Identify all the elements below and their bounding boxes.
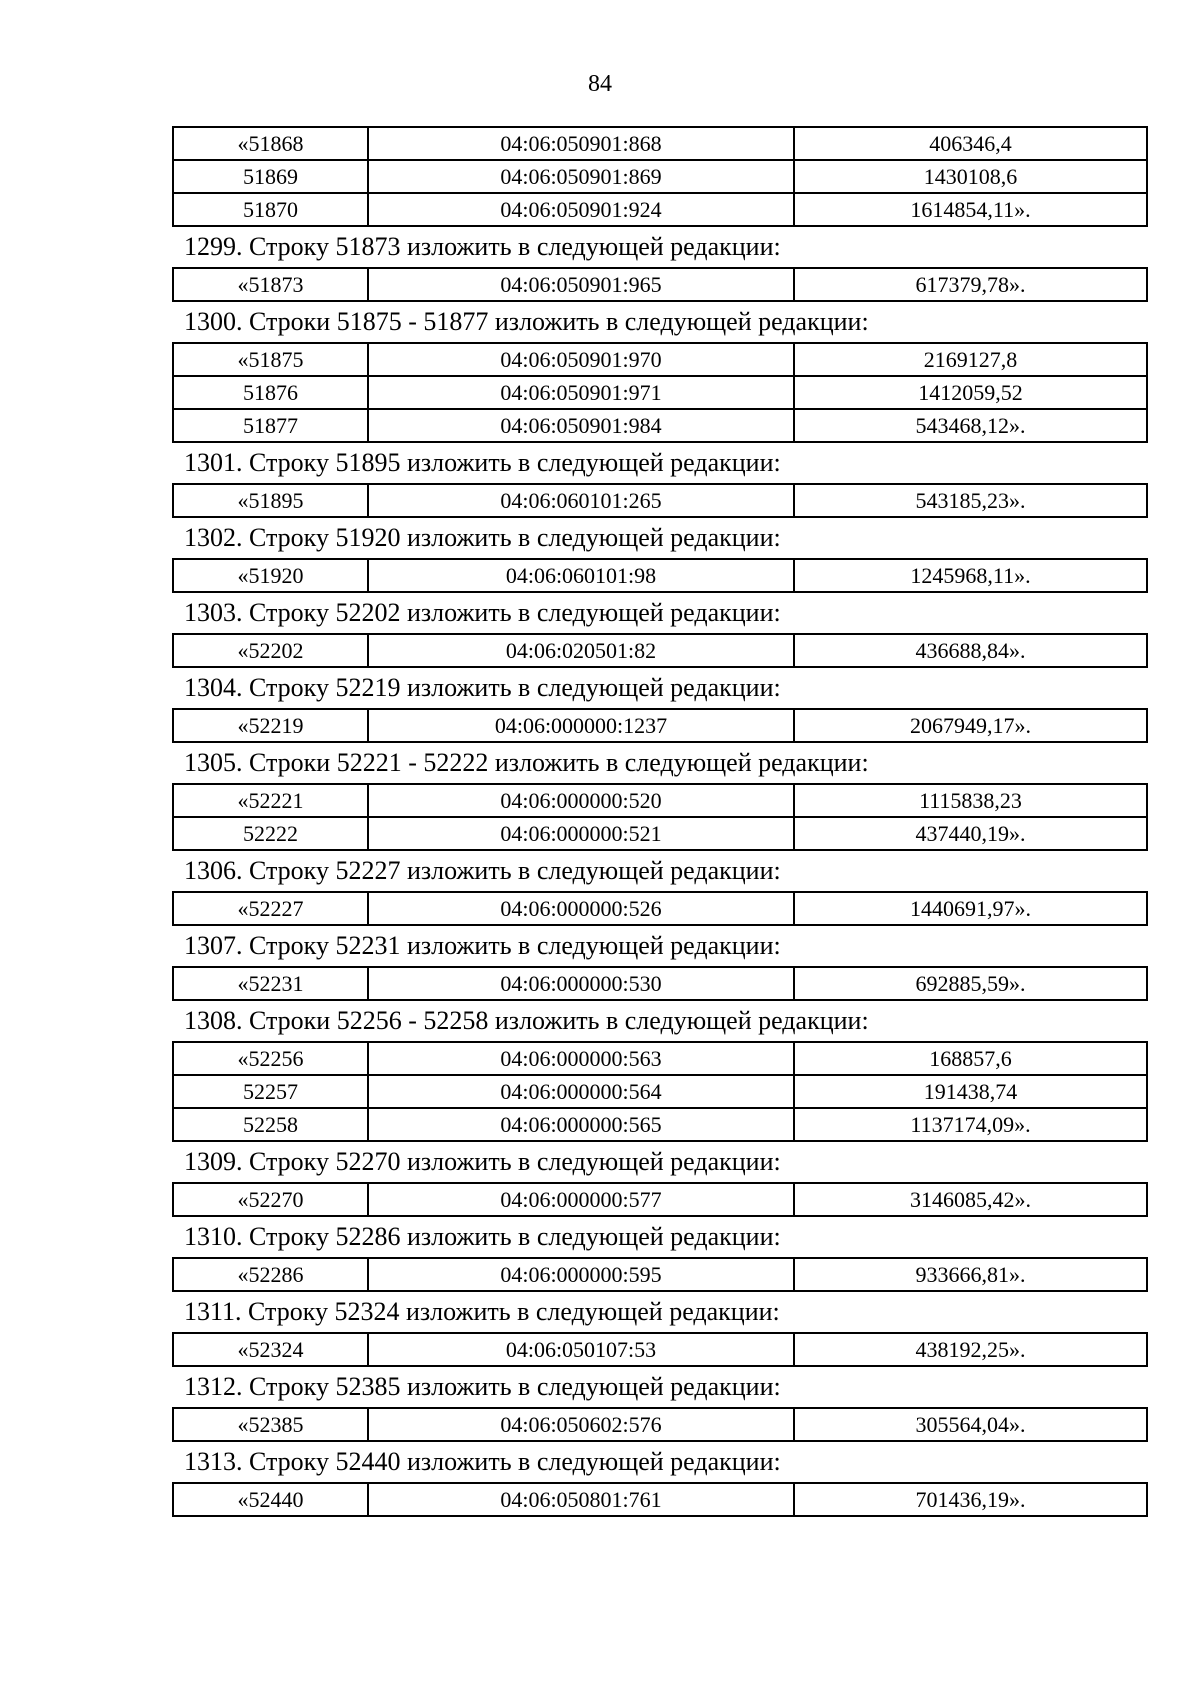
row-number-cell: 51869	[173, 160, 368, 193]
amendment-heading: 1308. Строки 52256 - 52258 изложить в следующей редакции:	[184, 1006, 869, 1035]
amendment-heading: 1304. Строку 52219 изложить в следующей редакции:	[184, 673, 781, 702]
row-number-cell: 52257	[173, 1075, 368, 1108]
value-cell: 543468,12».	[794, 409, 1147, 442]
cadastral-number-cell: 04:06:000000:564	[368, 1075, 794, 1108]
row-number-cell: «52227	[173, 892, 368, 925]
amendment-heading: 1313. Строку 52440 изложить в следующей редакции:	[184, 1447, 781, 1476]
amendment-heading: 1301. Строку 51895 изложить в следующей редакции:	[184, 448, 781, 477]
value-cell: 1137174,09».	[794, 1108, 1147, 1141]
value-cell: 305564,04».	[794, 1408, 1147, 1441]
table-row	[173, 784, 1147, 817]
table-row	[173, 193, 1147, 226]
cadastral-number-cell: 04:06:050901:924	[368, 193, 794, 226]
cadastral-number-cell: 04:06:050901:971	[368, 376, 794, 409]
cadastral-number-cell: 04:06:020501:82	[368, 634, 794, 667]
cadastral-number-cell: 04:06:050901:869	[368, 160, 794, 193]
table-row	[173, 1042, 1147, 1075]
row-number-cell: 51877	[173, 409, 368, 442]
value-cell: 1412059,52	[794, 376, 1147, 409]
amendment-table	[172, 633, 1148, 668]
table-row	[173, 967, 1147, 1000]
amendment-table	[172, 1041, 1148, 1142]
cadastral-number-cell: 04:06:060101:265	[368, 484, 794, 517]
cadastral-number-cell: 04:06:000000:577	[368, 1183, 794, 1216]
amendment-table	[172, 483, 1148, 518]
row-number-cell: 52258	[173, 1108, 368, 1141]
amendment-table	[172, 1257, 1148, 1292]
cadastral-number-cell: 04:06:000000:1237	[368, 709, 794, 742]
row-number-cell: «52202	[173, 634, 368, 667]
value-cell: 933666,81».	[794, 1258, 1147, 1291]
row-number-cell: «51895	[173, 484, 368, 517]
value-cell: 436688,84».	[794, 634, 1147, 667]
table-row	[173, 1333, 1147, 1366]
amendment-heading: 1309. Строку 52270 изложить в следующей редакции:	[184, 1147, 781, 1176]
row-number-cell: «52286	[173, 1258, 368, 1291]
amendment-table	[172, 966, 1148, 1001]
table-row	[173, 1075, 1147, 1108]
table-row	[173, 709, 1147, 742]
row-number-cell: «51868	[173, 127, 368, 160]
cadastral-number-cell: 04:06:050107:53	[368, 1333, 794, 1366]
amendment-heading: 1300. Строки 51875 - 51877 изложить в следующей редакции:	[184, 307, 869, 336]
amendment-table	[172, 1332, 1148, 1367]
table-row	[173, 160, 1147, 193]
amendment-table	[172, 267, 1148, 302]
amendment-table	[172, 342, 1148, 443]
row-number-cell: «52256	[173, 1042, 368, 1075]
table-row	[173, 376, 1147, 409]
table-row	[173, 1483, 1147, 1516]
row-number-cell: «52385	[173, 1408, 368, 1441]
row-number-cell: «51873	[173, 268, 368, 301]
value-cell: 1115838,23	[794, 784, 1147, 817]
cadastral-number-cell: 04:06:050901:965	[368, 268, 794, 301]
table-row	[173, 343, 1147, 376]
table-row	[173, 268, 1147, 301]
row-number-cell: 51876	[173, 376, 368, 409]
value-cell: 191438,74	[794, 1075, 1147, 1108]
amendment-table	[172, 1482, 1148, 1517]
cadastral-number-cell: 04:06:000000:526	[368, 892, 794, 925]
value-cell: 543185,23».	[794, 484, 1147, 517]
amendment-table	[172, 783, 1148, 851]
value-cell: 3146085,42».	[794, 1183, 1147, 1216]
amendment-table	[172, 891, 1148, 926]
cadastral-number-cell: 04:06:060101:98	[368, 559, 794, 592]
table-row	[173, 892, 1147, 925]
cadastral-number-cell: 04:06:050901:868	[368, 127, 794, 160]
value-cell: 1430108,6	[794, 160, 1147, 193]
row-number-cell: 52222	[173, 817, 368, 850]
cadastral-number-cell: 04:06:050801:761	[368, 1483, 794, 1516]
cadastral-number-cell: 04:06:000000:565	[368, 1108, 794, 1141]
row-number-cell: «52270	[173, 1183, 368, 1216]
table-row	[173, 484, 1147, 517]
document-body	[172, 126, 1140, 1517]
cadastral-number-cell: 04:06:000000:595	[368, 1258, 794, 1291]
value-cell: 701436,19».	[794, 1483, 1147, 1516]
amendment-heading: 1310. Строку 52286 изложить в следующей редакции:	[184, 1222, 781, 1251]
cadastral-number-cell: 04:06:050901:970	[368, 343, 794, 376]
value-cell: 168857,6	[794, 1042, 1147, 1075]
amendment-heading: 1307. Строку 52231 изложить в следующей редакции:	[184, 931, 781, 960]
table-row	[173, 1258, 1147, 1291]
value-cell: 2067949,17».	[794, 709, 1147, 742]
row-number-cell: 51870	[173, 193, 368, 226]
row-number-cell: «51920	[173, 559, 368, 592]
table-row	[173, 817, 1147, 850]
cadastral-number-cell: 04:06:000000:563	[368, 1042, 794, 1075]
page-number: 84	[588, 71, 612, 97]
value-cell: 406346,4	[794, 127, 1147, 160]
table-row	[173, 409, 1147, 442]
amendment-table	[172, 1182, 1148, 1217]
table-row	[173, 559, 1147, 592]
value-cell: 2169127,8	[794, 343, 1147, 376]
cadastral-number-cell: 04:06:050901:984	[368, 409, 794, 442]
amendment-table	[172, 1407, 1148, 1442]
table-row	[173, 1108, 1147, 1141]
value-cell: 437440,19».	[794, 817, 1147, 850]
value-cell: 1440691,97».	[794, 892, 1147, 925]
table-row	[173, 634, 1147, 667]
row-number-cell: «52440	[173, 1483, 368, 1516]
amendment-heading: 1311. Строку 52324 изложить в следующей редакции:	[184, 1297, 780, 1326]
amendment-table	[172, 126, 1148, 227]
cadastral-number-cell: 04:06:000000:530	[368, 967, 794, 1000]
row-number-cell: «51875	[173, 343, 368, 376]
row-number-cell: «52221	[173, 784, 368, 817]
table-row	[173, 1183, 1147, 1216]
amendment-heading: 1303. Строку 52202 изложить в следующей редакции:	[184, 598, 781, 627]
amendment-heading: 1312. Строку 52385 изложить в следующей редакции:	[184, 1372, 781, 1401]
amendment-table	[172, 558, 1148, 593]
value-cell: 1245968,11».	[794, 559, 1147, 592]
row-number-cell: «52324	[173, 1333, 368, 1366]
table-row	[173, 127, 1147, 160]
value-cell: 438192,25».	[794, 1333, 1147, 1366]
value-cell: 1614854,11».	[794, 193, 1147, 226]
cadastral-number-cell: 04:06:000000:520	[368, 784, 794, 817]
amendment-table	[172, 708, 1148, 743]
table-row	[173, 1408, 1147, 1441]
cadastral-number-cell: 04:06:000000:521	[368, 817, 794, 850]
amendment-heading: 1299. Строку 51873 изложить в следующей редакции:	[184, 232, 781, 261]
amendment-heading: 1305. Строки 52221 - 52222 изложить в следующей редакции:	[184, 748, 869, 777]
cadastral-number-cell: 04:06:050602:576	[368, 1408, 794, 1441]
value-cell: 617379,78».	[794, 268, 1147, 301]
row-number-cell: «52231	[173, 967, 368, 1000]
row-number-cell: «52219	[173, 709, 368, 742]
value-cell: 692885,59».	[794, 967, 1147, 1000]
amendment-heading: 1302. Строку 51920 изложить в следующей редакции:	[184, 523, 781, 552]
amendment-heading: 1306. Строку 52227 изложить в следующей редакции:	[184, 856, 781, 885]
